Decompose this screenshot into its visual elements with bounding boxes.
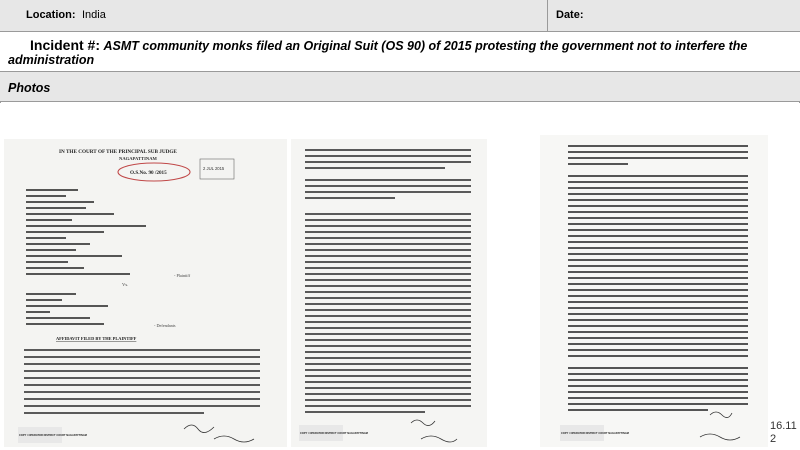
location-cell	[0, 0, 548, 32]
incident-heading	[30, 38, 790, 54]
date-label: Date:	[556, 9, 584, 21]
incident-row	[0, 32, 800, 72]
court-seal-text: COPY / OPERATOR DISTRICT COURT NAGAPATTINAM	[19, 434, 87, 437]
document-photo-2	[291, 139, 487, 447]
court-seal-text: COPY / OPERATOR DISTRICT COURT NAGAPATTINAM	[561, 432, 629, 435]
photos-header-row	[0, 72, 800, 102]
document-photo-1	[4, 139, 287, 447]
page-number: 16.11 2	[770, 420, 797, 445]
court-place: NAGAPATTINAM	[119, 156, 157, 161]
location-label: Location:	[26, 9, 76, 21]
photos-area	[0, 103, 800, 450]
plaintiff-tag: - Plaintiff	[174, 273, 191, 278]
court-title: IN THE COURT OF THE PRINCIPAL SUB JUDGE	[59, 149, 177, 155]
location-value: India	[82, 9, 106, 21]
incident-lead: Incident #:	[30, 37, 101, 53]
incident-title-line1: ASMT community monks filed an Original Suit (OS 90) of 2015 protesting the government not to interfere the	[103, 39, 748, 53]
incident-title-line2: administration	[8, 53, 95, 67]
affidavit-heading: AFFIDAVIT FILED BY THE PLAINTIFF	[56, 336, 137, 341]
date-stamp-text: 2 JUL 2015	[203, 166, 225, 171]
document-photo-3	[540, 135, 768, 447]
photos-label: Photos	[8, 81, 51, 95]
versus: Vs.	[122, 282, 129, 287]
suit-number: O.S.No. 90 /2015	[130, 170, 167, 176]
defendant-tag: - Defendants	[154, 323, 176, 328]
court-seal-text: COPY / OPERATOR DISTRICT COURT NAGAPATTINAM	[300, 432, 368, 435]
location-date-row	[0, 0, 800, 32]
